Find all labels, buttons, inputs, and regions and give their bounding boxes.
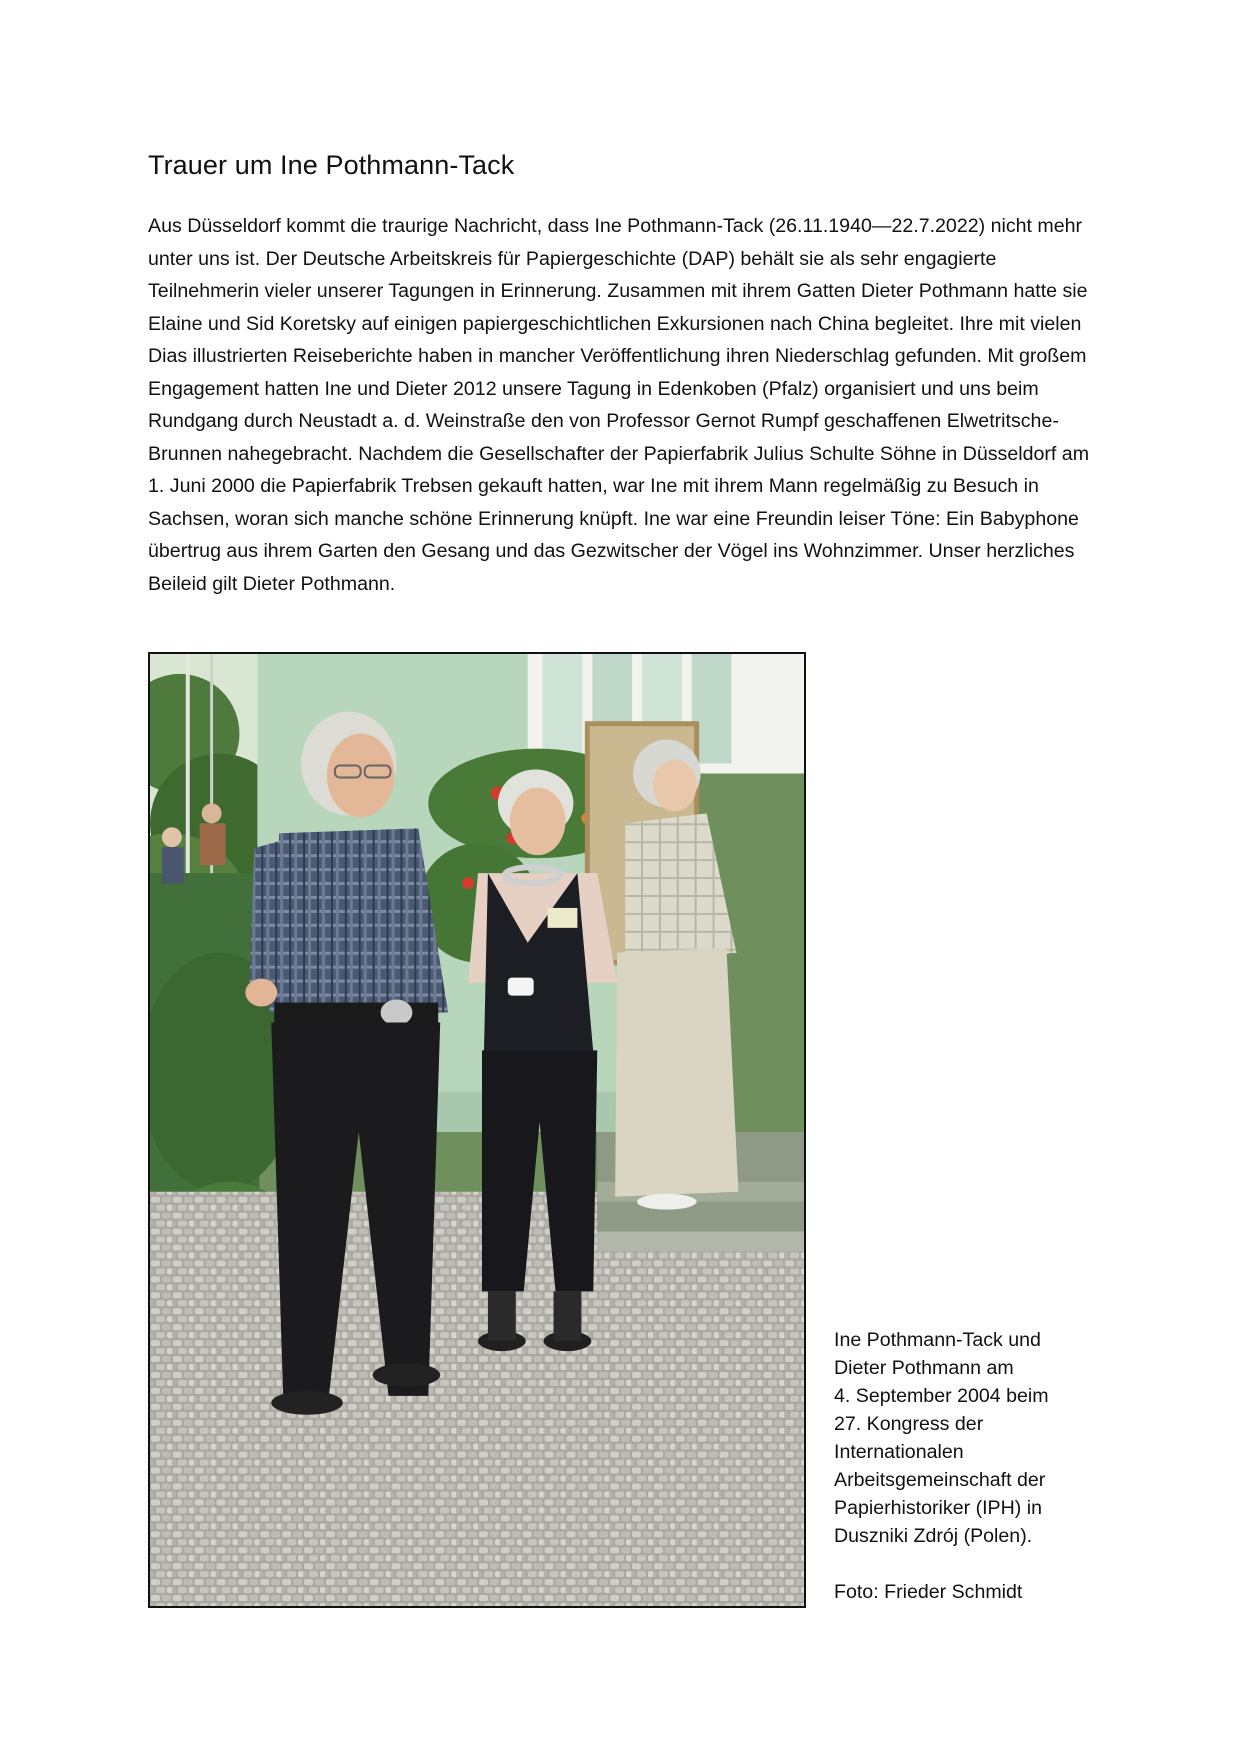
photo-illustration: [150, 654, 804, 1606]
caption-line: Arbeitsgemeinschaft der: [834, 1469, 1046, 1491]
article-body: Aus Düsseldorf kommt die traurige Nachricht, dass Ine Pothmann-Tack (26.11.1940—22.7.2022) nicht mehr unter uns ist. Der Deutsche Arbeitskreis für Papiergeschichte (DAP) behält sie als sehr engagierte Teilnehmerin vieler unserer Tagungen in Erinnerung. Zusammen mit ihrem Gatten Dieter Pothmann hatte sie Elaine und Sid Koretsky auf einigen papiergeschichtlichen Exkursionen nach China begleitet. Ihre mit vielen Dias illustrierten Reiseberichte haben in mancher Veröffentlichung ihren Niederschlag gefunden. Mit großem Engagement hatten Ine und Dieter 2012 unsere Tagung in Edenkoben (Pfalz) organisiert und uns beim Rundgang durch Neustadt a. d. Weinstraße den von Professor Gernot Rumpf geschaffenen Elwetritsche-Brunnen nahegebracht. Nachdem die Gesellschafter der Papierfabrik Julius Schulte Söhne in Düsseldorf am 1. Juni 2000 die Papierfabrik Trebsen gekauft hatten, war Ine mit ihrem Mann regelmäßig zu Besuch in Sachsen, woran sich manche schöne Erinnerung knüpft. Ine war eine Freundin leiser Töne: Ein Babyphone übertrug aus ihrem Garten den Gesang und das Gezwitscher der Vögel ins Wohnzimmer. Unser herzliches Beileid gilt Dieter Pothmann.: [148, 215, 1090, 595]
photo-credit: Foto: Frieder Schmidt: [834, 1581, 1023, 1603]
caption-line: 4. September 2004 beim: [834, 1385, 1049, 1407]
photo-caption: [834, 1326, 1094, 1606]
caption-line: Ine Pothmann-Tack und: [834, 1329, 1041, 1351]
caption-line: Duszniki Zdrój (Polen).: [834, 1525, 1033, 1547]
caption-line: Internationalen: [834, 1441, 964, 1463]
article-title: Trauer um Ine Pothmann-Tack: [148, 150, 515, 180]
caption-line: Papierhistoriker (IPH) in: [834, 1497, 1042, 1519]
caption-line: Dieter Pothmann am: [834, 1357, 1014, 1379]
caption-line: 27. Kongress der: [834, 1413, 984, 1435]
memorial-photo: [148, 652, 806, 1608]
